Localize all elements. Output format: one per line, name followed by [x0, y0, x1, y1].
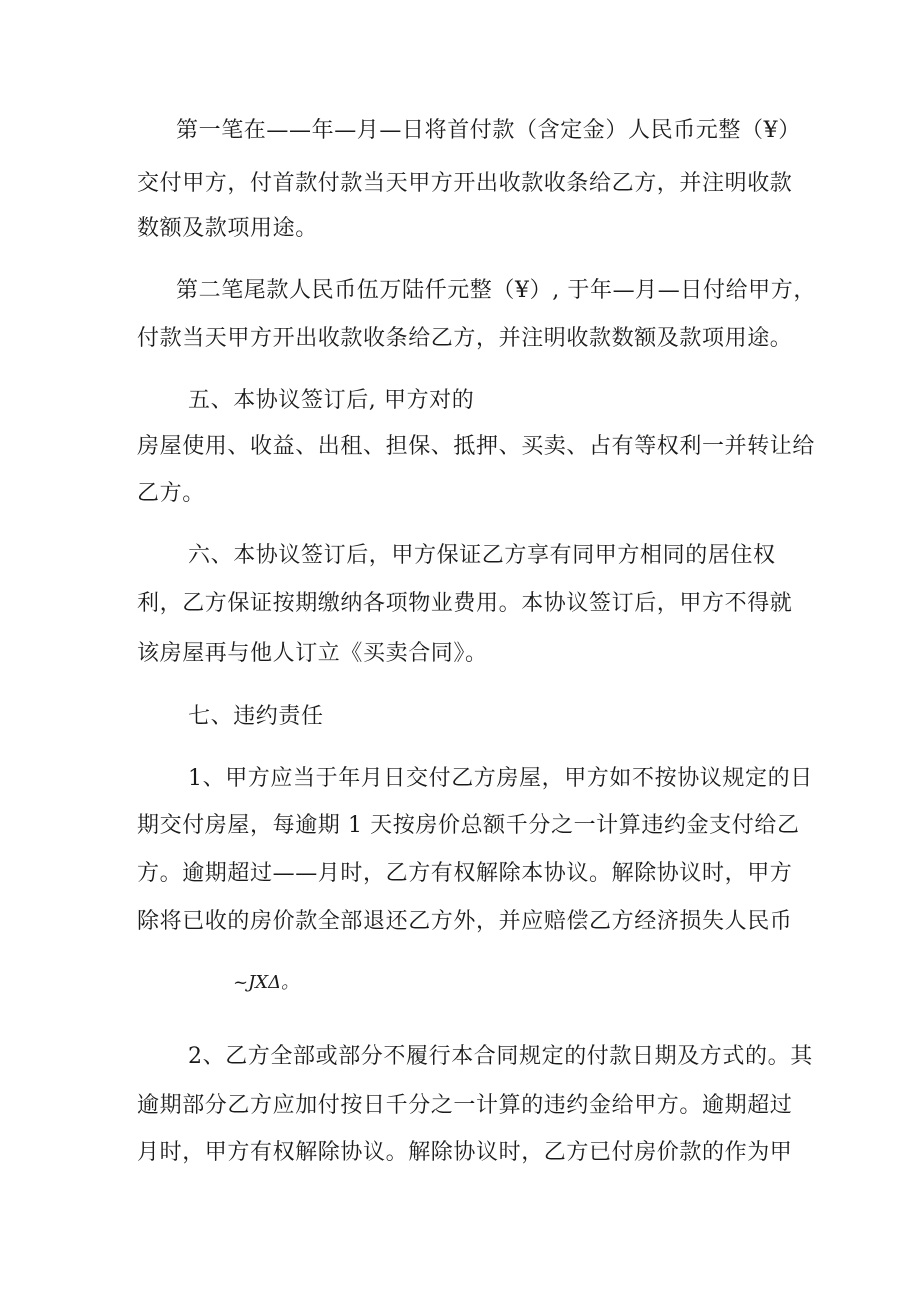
paragraph-line: 利，乙方保证按期缴纳各项物业费用。本协议签订后，甲方不得就	[137, 591, 793, 616]
paragraph-line: 乙方。	[137, 481, 205, 506]
amount-line: ~JXΔ。	[233, 972, 300, 993]
paragraph-line: 第二笔尾款人民币伍万陆仟元整（¥）, 于年—月—日付给甲方，	[176, 278, 816, 303]
paragraph-line: 数额及款项用途。	[137, 216, 318, 241]
paragraph-line: 2、乙方全部或部分不履行本合同规定的付款日期及方式的。其	[188, 1044, 813, 1069]
paragraph-line: 方。逾期超过——月时，乙方有权解除本协议。解除协议时，甲方	[137, 861, 793, 886]
paragraph-line: 除将已收的房价款全部退还乙方外，并应赔偿乙方经济损失人民币	[137, 909, 793, 934]
paragraph-line: 第一笔在——年—月—日将首付款（含定金）人民币元整（¥）	[176, 118, 801, 143]
paragraph-line: 交付甲方，付首款付款当天甲方开出收款收条给乙方，并注明收款	[137, 171, 793, 196]
paragraph-line: 期交付房屋，每逾期 1 天按房价总额千分之一计算违约金支付给乙	[137, 813, 800, 838]
paragraph-line: 房屋使用、收益、出租、担保、抵押、买卖、占有等权利一并转让给	[137, 434, 816, 459]
paragraph-line: 付款当天甲方开出收款收条给乙方，并注明收款数额及款项用途。	[137, 326, 793, 351]
section-heading: 七、违约责任	[188, 704, 324, 729]
paragraph-line: 月时，甲方有权解除协议。解除协议时，乙方已付房价款的作为甲	[137, 1140, 793, 1165]
paragraph-line: 逾期部分乙方应加付按日千分之一计算的违约金给甲方。逾期超过	[137, 1093, 793, 1118]
paragraph-line: 1、甲方应当于年月日交付乙方房屋，甲方如不按协议规定的日	[188, 766, 813, 791]
section-heading: 五、本协议签订后, 甲方对的	[188, 388, 475, 413]
section-heading: 六、本协议签订后，甲方保证乙方享有同甲方相同的居住权	[188, 543, 776, 568]
paragraph-line: 该房屋再与他人订立《买卖合同》。	[137, 641, 488, 666]
